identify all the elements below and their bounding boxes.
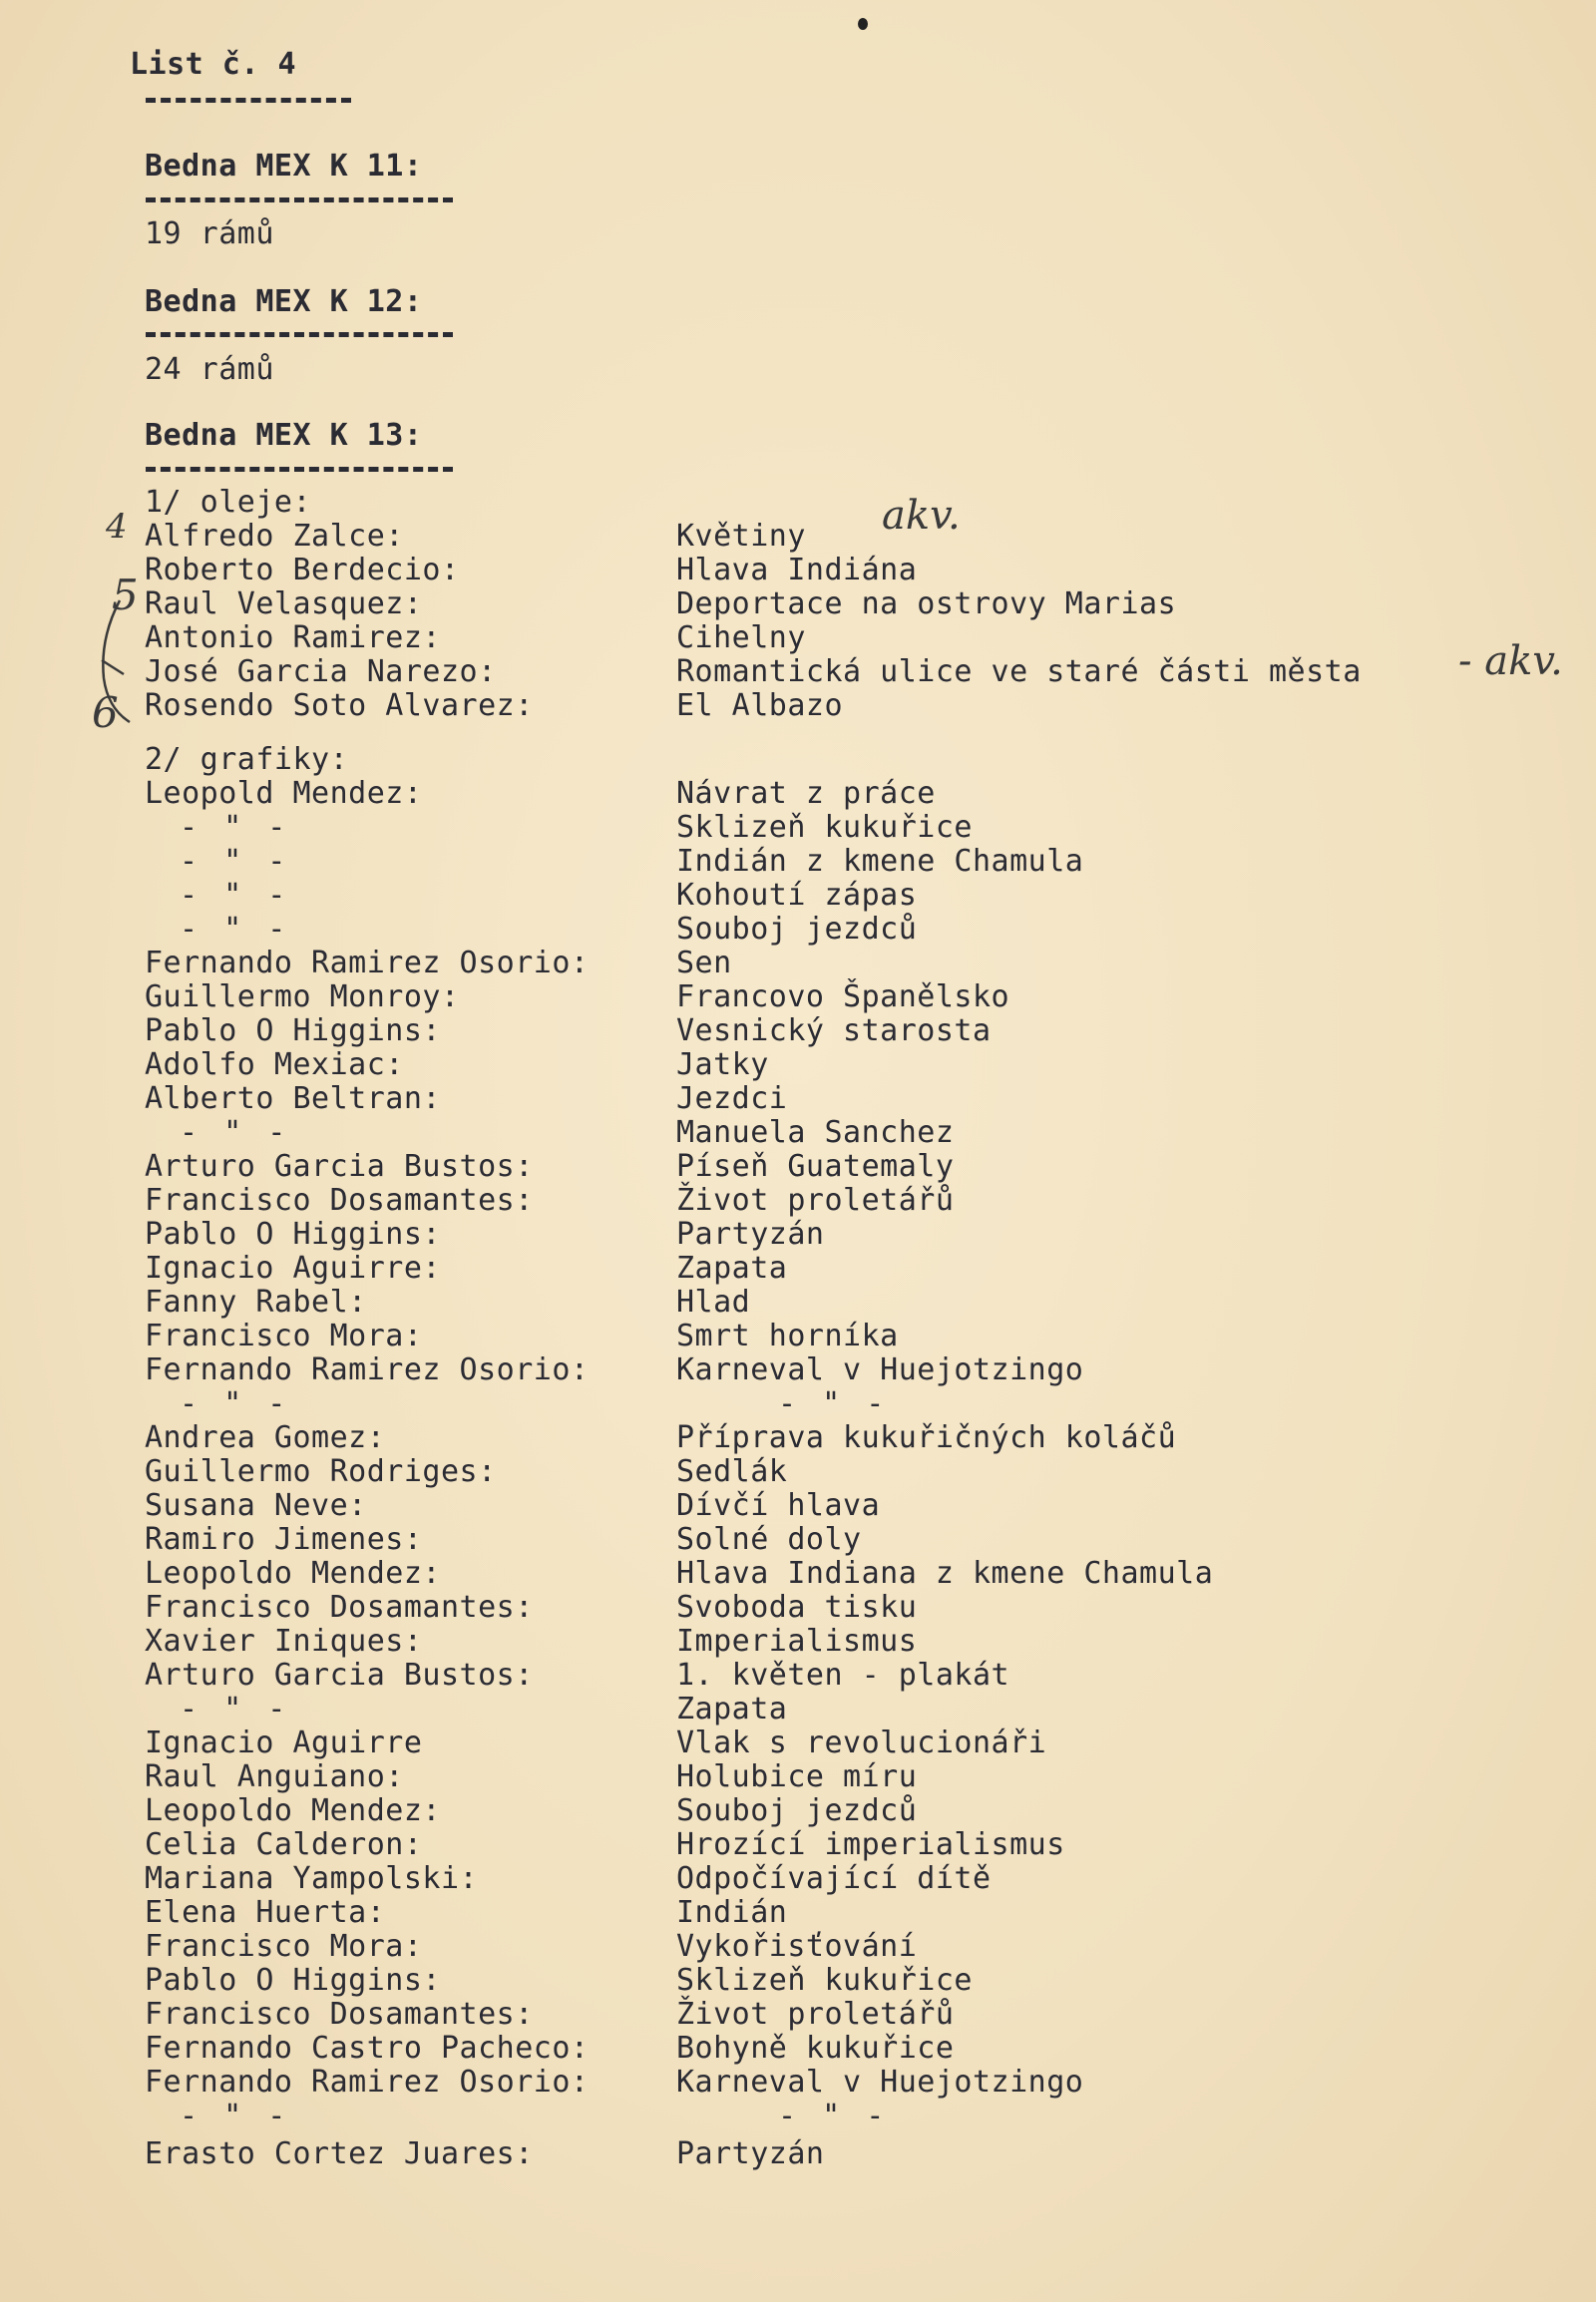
print-title: Vesnický starosta — [676, 1013, 992, 1048]
crate-k13-label: Bedna MEX K 13: — [145, 418, 423, 453]
oil-artist: José Garcia Narezo: — [145, 654, 497, 689]
print-title: Hlad — [676, 1285, 751, 1320]
print-title: Holubice míru — [676, 1759, 918, 1794]
crate-k13-underline — [146, 467, 453, 472]
oil-title: Cihelny — [676, 620, 806, 655]
print-artist: Susana Neve: — [145, 1488, 367, 1523]
print-title: Smrt horníka — [676, 1319, 899, 1353]
title-underline — [146, 98, 351, 103]
print-artist: Francisco Mora: — [145, 1319, 423, 1353]
page-title: List č. 4 — [130, 47, 297, 82]
print-title: Imperialismus — [676, 1624, 918, 1659]
print-title: Vlak s revolucionáři — [676, 1726, 1047, 1760]
prints-heading: 2/ grafiky: — [145, 742, 349, 777]
print-artist: - " - — [180, 1692, 290, 1726]
handwritten-annotation: - akv. — [1458, 638, 1563, 684]
print-title: 1. květen - plakát — [676, 1658, 1010, 1693]
print-artist: Leopold Mendez: — [145, 776, 423, 811]
print-title: Karneval v Huejotzingo — [676, 2065, 1084, 2100]
print-title: Zapata — [676, 1251, 788, 1286]
print-artist: Francisco Dosamantes: — [145, 1590, 534, 1625]
print-artist: Fernando Ramirez Osorio: — [145, 1352, 590, 1387]
print-title: Indián — [676, 1895, 788, 1930]
print-artist: - " - — [180, 844, 290, 879]
print-artist: Arturo Garcia Bustos: — [145, 1149, 534, 1184]
print-artist: Celia Calderon: — [145, 1827, 423, 1862]
oil-title: Romantická ulice ve staré části města — [676, 654, 1362, 689]
print-title: Život proletářů — [676, 1183, 955, 1218]
print-title: Partyzán — [676, 2136, 825, 2171]
print-title: Zapata — [676, 1692, 788, 1726]
oil-title: Květiny — [676, 519, 806, 554]
print-artist: Raul Anguiano: — [145, 1759, 404, 1794]
print-title: - " - — [778, 2099, 889, 2133]
print-artist: Leopoldo Mendez: — [145, 1793, 441, 1828]
print-artist: Ramiro Jimenes: — [145, 1522, 423, 1557]
print-title: Návrat z práce — [676, 776, 936, 811]
print-title: Indián z kmene Chamula — [676, 844, 1084, 879]
print-artist: Alberto Beltran: — [145, 1081, 441, 1116]
print-title: Svoboda tisku — [676, 1590, 918, 1625]
oil-artist: Alfredo Zalce: — [145, 519, 404, 554]
print-title: Souboj jezdců — [676, 1793, 918, 1828]
print-artist: Xavier Iniques: — [145, 1624, 423, 1659]
print-title: Manuela Sanchez — [676, 1115, 955, 1150]
print-artist: - " - — [180, 2099, 290, 2133]
crate-k12-content: 24 rámů — [145, 352, 274, 387]
print-artist: Fanny Rabel: — [145, 1285, 367, 1320]
print-artist: Guillermo Monroy: — [145, 979, 460, 1014]
print-artist: Arturo Garcia Bustos: — [145, 1658, 534, 1693]
print-title: Dívčí hlava — [676, 1488, 881, 1523]
punch-mark — [858, 18, 868, 30]
print-artist: - " - — [180, 1386, 290, 1421]
print-artist: Ignacio Aguirre: — [145, 1251, 441, 1286]
print-artist: Andrea Gomez: — [145, 1420, 386, 1455]
print-title: Solné doly — [676, 1522, 862, 1557]
print-artist: Fernando Ramirez Osorio: — [145, 2065, 590, 2100]
oil-artist: Raul Velasquez: — [145, 586, 423, 621]
print-artist: Mariana Yampolski: — [145, 1861, 479, 1896]
margin-mark: 5 — [112, 571, 139, 619]
print-artist: Pablo O Higgins: — [145, 1963, 441, 1998]
print-title: Sklizeň kukuřice — [676, 1963, 973, 1998]
oil-title: Hlava Indiána — [676, 553, 918, 587]
print-artist: - " - — [180, 912, 290, 947]
print-artist: Francisco Dosamantes: — [145, 1183, 534, 1218]
print-title: Kohoutí zápas — [676, 878, 918, 913]
print-artist: - " - — [180, 810, 290, 845]
print-artist: Ignacio Aguirre — [145, 1726, 423, 1760]
print-artist: Fernando Castro Pacheco: — [145, 2031, 590, 2066]
print-title: Sklizeň kukuřice — [676, 810, 973, 845]
crate-k11-underline — [146, 197, 453, 202]
print-title: Francovo Španělsko — [676, 979, 1010, 1014]
print-artist: Adolfo Mexiac: — [145, 1047, 404, 1082]
print-title: Píseň Guatemaly — [676, 1149, 955, 1184]
handwritten-annotation: akv. — [882, 493, 961, 539]
print-title: Hlava Indiana z kmene Chamula — [676, 1556, 1214, 1591]
crate-k11-content: 19 rámů — [145, 216, 274, 251]
print-title: Hrozící imperialismus — [676, 1827, 1065, 1862]
print-artist: - " - — [180, 878, 290, 913]
print-artist: Francisco Dosamantes: — [145, 1997, 534, 2032]
margin-mark: 4 — [106, 507, 128, 547]
print-artist: Francisco Mora: — [145, 1929, 423, 1964]
print-title: Bohyně kukuřice — [676, 2031, 955, 2066]
print-artist: Elena Huerta: — [145, 1895, 386, 1930]
print-title: Karneval v Huejotzingo — [676, 1352, 1084, 1387]
print-title: Sen — [676, 946, 732, 980]
oil-artist: Roberto Berdecio: — [145, 553, 460, 587]
print-title: - " - — [778, 1386, 889, 1421]
crate-k12-label: Bedna MEX K 12: — [145, 284, 423, 319]
print-artist: Erasto Cortez Juares: — [145, 2136, 534, 2171]
margin-mark: 6 — [92, 688, 119, 737]
print-artist: - " - — [180, 1115, 290, 1150]
margin-tick-strokes — [90, 598, 150, 738]
print-artist: Guillermo Rodriges: — [145, 1454, 497, 1489]
oil-artist: Rosendo Soto Alvarez: — [145, 688, 534, 723]
print-artist: Fernando Ramirez Osorio: — [145, 946, 590, 980]
print-title: Partyzán — [676, 1217, 825, 1252]
print-title: Jatky — [676, 1047, 769, 1082]
print-artist: Leopoldo Mendez: — [145, 1556, 441, 1591]
oil-artist: Antonio Ramirez: — [145, 620, 441, 655]
print-title: Vykořisťování — [676, 1929, 918, 1964]
print-artist: Pablo O Higgins: — [145, 1013, 441, 1048]
print-title: Souboj jezdců — [676, 912, 918, 947]
print-title: Příprava kukuřičných koláčů — [676, 1420, 1177, 1455]
crate-k12-underline — [146, 332, 453, 337]
crate-k11-label: Bedna MEX K 11: — [145, 149, 423, 184]
print-title: Odpočívající dítě — [676, 1861, 992, 1896]
print-title: Jezdci — [676, 1081, 788, 1116]
print-title: Život proletářů — [676, 1997, 955, 2032]
print-artist: Pablo O Higgins: — [145, 1217, 441, 1252]
oils-heading: 1/ oleje: — [145, 485, 312, 520]
oil-title: El Albazo — [676, 688, 844, 723]
print-title: Sedlák — [676, 1454, 788, 1489]
oil-title: Deportace na ostrovy Marias — [676, 586, 1177, 621]
